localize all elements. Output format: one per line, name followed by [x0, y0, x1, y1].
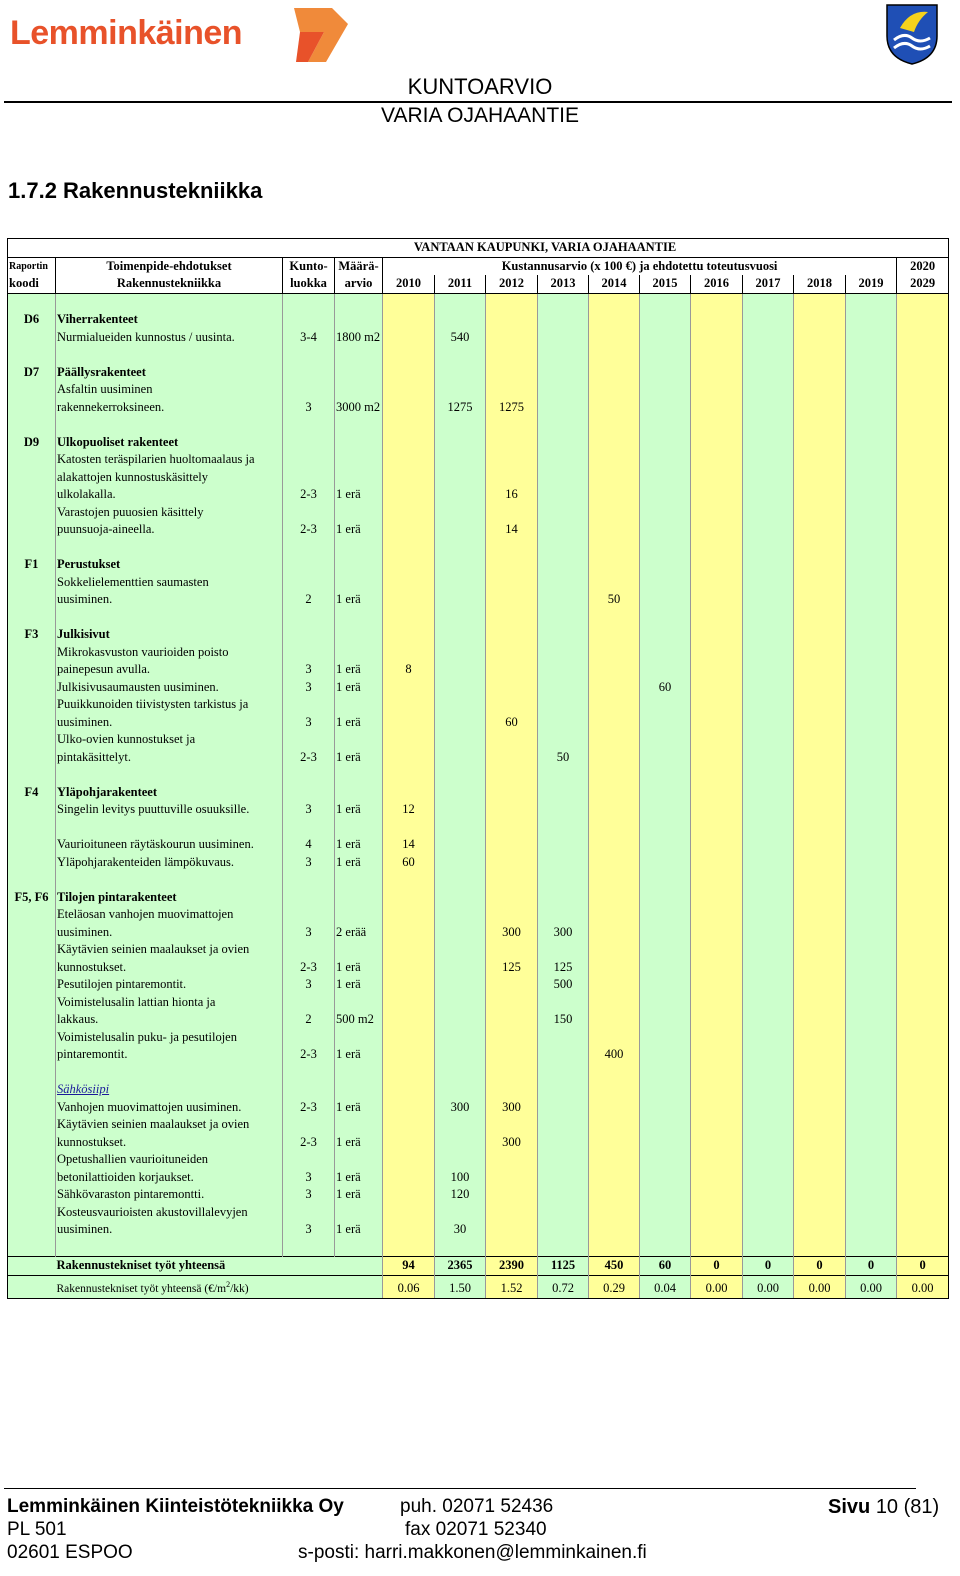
- table-row: [8, 1186, 949, 1204]
- row-amount: 1 erä: [335, 1169, 383, 1187]
- row-cost-value: 1275: [486, 399, 538, 417]
- row-description: Yläpohjarakenteet: [56, 784, 283, 802]
- row-description: Käytävien seinien maalaukset ja ovien: [56, 1116, 283, 1134]
- row-cost-value: 120: [435, 1186, 486, 1204]
- year-header: 2015: [640, 275, 691, 293]
- category-row: [8, 556, 949, 574]
- row-description: Ulkopuoliset rakenteet: [56, 434, 283, 452]
- header-class-2: luokka: [283, 275, 335, 293]
- table-banner: VANTAAN KAUPUNKI, VARIA OJAHAANTIE: [335, 239, 897, 258]
- row-condition-class: 3-4: [283, 329, 335, 347]
- row-description: rakennekerroksineen.: [56, 399, 283, 417]
- row-description: Sokkelielementtien saumasten: [56, 574, 283, 592]
- row-description: pintakäsittelyt.: [56, 749, 283, 767]
- row-amount: 1 erä: [335, 521, 383, 539]
- row-cost-value: 1275: [435, 399, 486, 417]
- spacer-row: [8, 539, 949, 557]
- total-value: 2365: [435, 1257, 486, 1276]
- spacer-row: [8, 293, 949, 311]
- total-value: 1125: [538, 1257, 589, 1276]
- subsection-link[interactable]: Sähkösiipi: [56, 1081, 283, 1099]
- cost-estimate-table: [7, 238, 949, 1299]
- row-cost-value: 540: [435, 329, 486, 347]
- row-cost-value: 16: [486, 486, 538, 504]
- row-cost-value: 300: [486, 1134, 538, 1152]
- header-amount: Määrä-: [335, 257, 383, 275]
- row-description: Nurmialueiden kunnostus / uusinta.: [56, 329, 283, 347]
- per-m2-value: 0.00: [794, 1275, 846, 1298]
- total-value: 0: [846, 1257, 897, 1276]
- footer-page: [828, 1496, 939, 1519]
- per-m2-value: 1.50: [435, 1275, 486, 1298]
- total-value: 0: [691, 1257, 743, 1276]
- row-description: Kosteusvaurioisten akustovillalevyjen: [56, 1204, 283, 1222]
- row-code: F5, F6: [8, 889, 56, 907]
- row-cost-value: 125: [486, 959, 538, 977]
- row-condition-class: 3: [283, 661, 335, 679]
- row-amount: 500 m2: [335, 1011, 383, 1029]
- row-cost-value: 30: [435, 1221, 486, 1239]
- row-condition-class: 3: [283, 1186, 335, 1204]
- row-cost-value: 150: [538, 1011, 589, 1029]
- table-row: [8, 959, 949, 977]
- table-row: [8, 644, 949, 662]
- year-header: 2016: [691, 275, 743, 293]
- row-description: Yläpohjarakenteiden lämpökuvaus.: [56, 854, 283, 872]
- row-description: Vanhojen muovimattojen uusiminen.: [56, 1099, 283, 1117]
- spacer-row: [8, 1239, 949, 1257]
- row-cost-value: 12: [383, 801, 435, 819]
- footer-pobox: PL 501: [7, 1519, 67, 1540]
- table-row: [8, 469, 949, 487]
- row-description: Sähkövaraston pintaremontti.: [56, 1186, 283, 1204]
- total-value: 0: [743, 1257, 794, 1276]
- table-row: [8, 1151, 949, 1169]
- row-description: Puuikkunoiden tiivistysten tarkistus ja: [56, 696, 283, 714]
- table-row: [8, 1011, 949, 1029]
- row-condition-class: 3: [283, 1221, 335, 1239]
- header-row-1: [8, 257, 949, 275]
- row-condition-class: 3: [283, 976, 335, 994]
- row-description: kunnostukset.: [56, 1134, 283, 1152]
- row-amount: 1 erä: [335, 836, 383, 854]
- row-description: Singelin levitys puuttuville osuuksille.: [56, 801, 283, 819]
- header-divider: [4, 101, 952, 103]
- table-row: [8, 399, 949, 417]
- row-amount: 1 erä: [335, 1186, 383, 1204]
- header-cost: Kustannusarvio (x 100 €) ja ehdotettu toteutusvuosi: [383, 257, 897, 275]
- row-amount: 1 erä: [335, 679, 383, 697]
- row-cost-value: 14: [383, 836, 435, 854]
- total-value: 450: [589, 1257, 640, 1276]
- row-condition-class: 2: [283, 591, 335, 609]
- row-description: lakkaus.: [56, 1011, 283, 1029]
- row-description: painepesun avulla.: [56, 661, 283, 679]
- category-row: [8, 889, 949, 907]
- year-header: 2012: [486, 275, 538, 293]
- row-cost-value: 400: [589, 1046, 640, 1064]
- row-cost-value: 50: [538, 749, 589, 767]
- row-condition-class: 3: [283, 1169, 335, 1187]
- row-description: kunnostukset.: [56, 959, 283, 977]
- row-description: uusiminen.: [56, 714, 283, 732]
- row-amount: 3000 m2: [335, 399, 383, 417]
- spacer-row: [8, 609, 949, 627]
- table-row: [8, 749, 949, 767]
- row-description: Asfaltin uusiminen: [56, 381, 283, 399]
- row-amount: 1800 m2: [335, 329, 383, 347]
- row-condition-class: 4: [283, 836, 335, 854]
- table-banner-row: [8, 239, 949, 258]
- table-row: [8, 661, 949, 679]
- table-row: [8, 924, 949, 942]
- table-row: [8, 486, 949, 504]
- row-amount: 1 erä: [335, 854, 383, 872]
- footer-postal: 02601 ESPOO: [7, 1542, 133, 1563]
- section-title: 1.7.2 Rakennustekniikka: [8, 178, 263, 203]
- row-description: uusiminen.: [56, 924, 283, 942]
- year-header: 2014: [589, 275, 640, 293]
- row-description: uusiminen.: [56, 591, 283, 609]
- per-m2-value: 0.00: [846, 1275, 897, 1298]
- per-m2-value: 0.29: [589, 1275, 640, 1298]
- page-title: KUNTOARVIO: [407, 74, 553, 99]
- row-description: Eteläosan vanhojen muovimattojen: [56, 906, 283, 924]
- row-condition-class: 2-3: [283, 749, 335, 767]
- table-row: [8, 696, 949, 714]
- row-condition-class: 2-3: [283, 959, 335, 977]
- table-row: [8, 994, 949, 1012]
- category-row: [8, 626, 949, 644]
- row-amount: 1 erä: [335, 714, 383, 732]
- table-row: [8, 714, 949, 732]
- spacer-row: [8, 416, 949, 434]
- row-condition-class: 3: [283, 854, 335, 872]
- row-cost-value: 8: [383, 661, 435, 679]
- row-code: F3: [8, 626, 56, 644]
- row-description: uusiminen.: [56, 1221, 283, 1239]
- lemminkainen-logo-icon: [286, 6, 356, 66]
- row-amount: 1 erä: [335, 976, 383, 994]
- row-description: Julkisivusaumausten uusiminen.: [56, 679, 283, 697]
- category-row: [8, 434, 949, 452]
- row-amount: 2 erää: [335, 924, 383, 942]
- row-cost-value: 300: [538, 924, 589, 942]
- row-condition-class: 2-3: [283, 486, 335, 504]
- table-row: [8, 731, 949, 749]
- row-cost-value: 50: [589, 591, 640, 609]
- row-condition-class: 2-3: [283, 521, 335, 539]
- row-cost-value: 300: [435, 1099, 486, 1117]
- category-row: [8, 364, 949, 382]
- row-description: Opetushallien vaurioituneiden: [56, 1151, 283, 1169]
- table-row: [8, 1081, 949, 1099]
- cost-estimate-table-wrapper: [7, 238, 948, 1299]
- table-row: [8, 451, 949, 469]
- row-cost-value: 300: [486, 1099, 538, 1117]
- row-condition-class: 2-3: [283, 1046, 335, 1064]
- row-amount: 1 erä: [335, 749, 383, 767]
- row-amount: 1 erä: [335, 486, 383, 504]
- row-amount: 1 erä: [335, 1099, 383, 1117]
- per-m2-value: 1.52: [486, 1275, 538, 1298]
- total-value: 2390: [486, 1257, 538, 1276]
- row-cost-value: 60: [486, 714, 538, 732]
- header-last-col-top: 2020: [897, 257, 949, 275]
- row-condition-class: 3: [283, 714, 335, 732]
- table-row: [8, 801, 949, 819]
- per-m2-value: 0.72: [538, 1275, 589, 1298]
- per-m2-value: 0.00: [691, 1275, 743, 1298]
- spacer-row: [8, 871, 949, 889]
- row-amount: 1 erä: [335, 1134, 383, 1152]
- page-number: 10 (81): [875, 1496, 940, 1518]
- row-description: puunsuoja-aineella.: [56, 521, 283, 539]
- row-description: Tilojen pintarakenteet: [56, 889, 283, 907]
- per-m2-value: 0.06: [383, 1275, 435, 1298]
- total-value: 94: [383, 1257, 435, 1276]
- table-row: [8, 1221, 949, 1239]
- total-label: Rakennustekniset työt yhteensä: [56, 1257, 383, 1276]
- row-amount: 1 erä: [335, 959, 383, 977]
- row-code: F1: [8, 556, 56, 574]
- header-action: Toimenpide-ehdotukset: [56, 257, 283, 275]
- table-row: [8, 679, 949, 697]
- table-row: [8, 941, 949, 959]
- row-description: Varastojen puuosien käsittely: [56, 504, 283, 522]
- table-row: [8, 1169, 949, 1187]
- row-amount: 1 erä: [335, 801, 383, 819]
- header-code-2: koodi: [8, 275, 56, 293]
- table-row: [8, 836, 949, 854]
- row-description: Voimistelusalin puku- ja pesutilojen: [56, 1029, 283, 1047]
- per-m2-value: 0.00: [897, 1275, 949, 1298]
- row-description: pintaremontit.: [56, 1046, 283, 1064]
- row-condition-class: 3: [283, 399, 335, 417]
- per-m2-value: 0.04: [640, 1275, 691, 1298]
- year-header: 2013: [538, 275, 589, 293]
- row-condition-class: 3: [283, 679, 335, 697]
- total-value: 0: [897, 1257, 949, 1276]
- spacer-row: [8, 819, 949, 837]
- page-subtitle: VARIA OJAHAANTIE: [381, 104, 579, 127]
- row-amount: 1 erä: [335, 591, 383, 609]
- row-condition-class: 3: [283, 801, 335, 819]
- table-row: [8, 854, 949, 872]
- row-cost-value: 60: [640, 679, 691, 697]
- footer-email: s-posti: harri.makkonen@lemminkainen.fi: [298, 1542, 647, 1563]
- table-row: [8, 521, 949, 539]
- row-description: Voimistelusalin lattian hionta ja: [56, 994, 283, 1012]
- table-row: [8, 329, 949, 347]
- per-m2-label: Rakennustekniset työt yhteensä $(€/m^2/kk)$: [56, 1275, 383, 1298]
- row-description: Vaurioituneen räytäskourun uusiminen.: [56, 836, 283, 854]
- row-condition-class: 3: [283, 924, 335, 942]
- table-row: [8, 504, 949, 522]
- row-cost-value: 300: [486, 924, 538, 942]
- total-value: 60: [640, 1257, 691, 1276]
- total-row: [8, 1257, 949, 1276]
- row-condition-class: 2: [283, 1011, 335, 1029]
- row-amount: 1 erä: [335, 1046, 383, 1064]
- row-code: F4: [8, 784, 56, 802]
- table-row: [8, 1046, 949, 1064]
- row-description: Katosten teräspilarien huoltomaalaus ja: [56, 451, 283, 469]
- header-class: Kunto-: [283, 257, 335, 275]
- table-row: [8, 1029, 949, 1047]
- row-description: Ulko-ovien kunnostukset ja: [56, 731, 283, 749]
- table-row: [8, 1134, 949, 1152]
- table-row: [8, 574, 949, 592]
- row-description: Perustukset: [56, 556, 283, 574]
- total-value: 0: [794, 1257, 846, 1276]
- year-header: 2010: [383, 275, 435, 293]
- year-header: 2017: [743, 275, 794, 293]
- spacer-row: [8, 346, 949, 364]
- category-row: [8, 784, 949, 802]
- spacer-row: [8, 766, 949, 784]
- header-action-2: Rakennustekniikka: [56, 275, 283, 293]
- table-row: [8, 591, 949, 609]
- header-amount-2: arvio: [335, 275, 383, 293]
- row-code: D7: [8, 364, 56, 382]
- year-header: 2011: [435, 275, 486, 293]
- footer-fax: fax 02071 52340: [405, 1519, 547, 1540]
- row-description: alakattojen kunnostuskäsittely: [56, 469, 283, 487]
- category-row: [8, 311, 949, 329]
- row-cost-value: 100: [435, 1169, 486, 1187]
- table-row: [8, 1204, 949, 1222]
- row-description: Viherrakenteet: [56, 311, 283, 329]
- table-row: [8, 1116, 949, 1134]
- row-amount: 1 erä: [335, 661, 383, 679]
- row-cost-value: 14: [486, 521, 538, 539]
- row-description: betonilattioiden korjaukset.: [56, 1169, 283, 1187]
- row-description: ulkolakalla.: [56, 486, 283, 504]
- footer-divider: [4, 1488, 916, 1489]
- footer-phone: puh. 02071 52436: [400, 1496, 554, 1517]
- spacer-row: [8, 1064, 949, 1082]
- page-label: Sivu: [828, 1496, 871, 1518]
- header-row-2: [8, 275, 949, 293]
- year-header: 2018: [794, 275, 846, 293]
- row-description: Käytävien seinien maalaukset ja ovien: [56, 941, 283, 959]
- row-description: Mikrokasvuston vaurioiden poisto: [56, 644, 283, 662]
- row-cost-value: 125: [538, 959, 589, 977]
- per-m2-row: [8, 1275, 949, 1298]
- header-last-col-bottom: 2029: [897, 275, 949, 293]
- header-code: Raportin: [8, 257, 56, 275]
- row-cost-value: 500: [538, 976, 589, 994]
- row-description: Julkisivut: [56, 626, 283, 644]
- company-logo: Lemminkäinen: [10, 14, 243, 52]
- row-condition-class: 2-3: [283, 1099, 335, 1117]
- row-description: Päällysrakenteet: [56, 364, 283, 382]
- year-header: 2019: [846, 275, 897, 293]
- table-row: [8, 1099, 949, 1117]
- row-code: D6: [8, 311, 56, 329]
- row-code: D9: [8, 434, 56, 452]
- table-row: [8, 381, 949, 399]
- per-m2-value: 0.00: [743, 1275, 794, 1298]
- row-cost-value: 60: [383, 854, 435, 872]
- municipal-crest-icon: [884, 2, 940, 66]
- row-condition-class: 2-3: [283, 1134, 335, 1152]
- row-description: Pesutilojen pintaremontit.: [56, 976, 283, 994]
- row-amount: 1 erä: [335, 1221, 383, 1239]
- table-row: [8, 906, 949, 924]
- table-row: [8, 976, 949, 994]
- footer-company: Lemminkäinen Kiinteistötekniikka Oy: [7, 1496, 344, 1517]
